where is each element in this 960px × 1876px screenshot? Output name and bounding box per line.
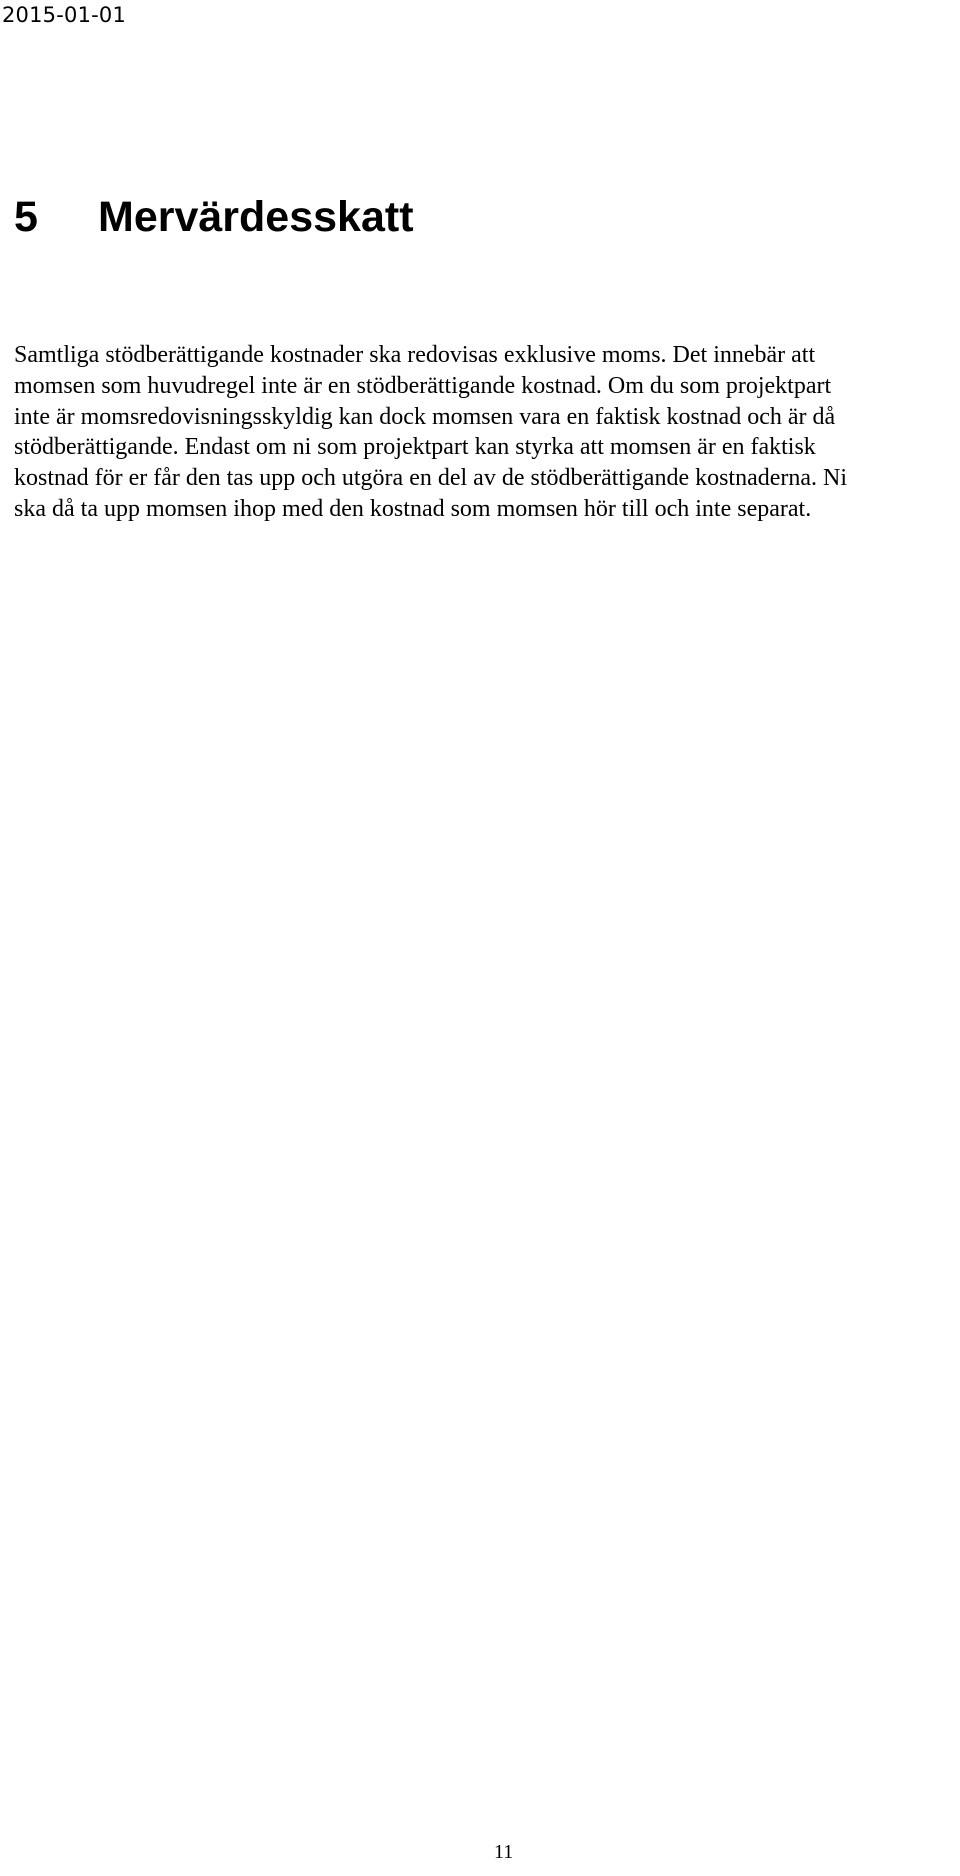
- section-heading: [14, 191, 414, 243]
- paragraph-line: Samtliga stödberättigande kostnader ska redovisas exklusive moms. Det innebär att: [14, 342, 816, 368]
- paragraph-line: inte är momsredovisningsskyldig kan dock momsen vara en faktisk kostnad och är då: [14, 403, 836, 430]
- paragraph-line: momsen som huvudregel inte är en stödberättigande kostnad. Om du som projektpart: [14, 372, 832, 399]
- section-title: Mervärdesskatt: [98, 193, 414, 241]
- page-number: 11: [494, 1841, 514, 1863]
- body-paragraph: [14, 340, 960, 525]
- section-number: 5: [14, 193, 38, 241]
- paragraph-line: stödberättigande. Endast om ni som projektpart kan styrka att momsen är en faktisk: [14, 434, 816, 461]
- paragraph-line: ska då ta upp momsen ihop med den kostnad som momsen hör till och inte separat.: [14, 495, 812, 522]
- page-date: 2015-01-01: [2, 3, 127, 27]
- paragraph-line: kostnad för er får den tas upp och utgöra en del av de stödberättigande kostnaderna. Ni: [14, 465, 848, 492]
